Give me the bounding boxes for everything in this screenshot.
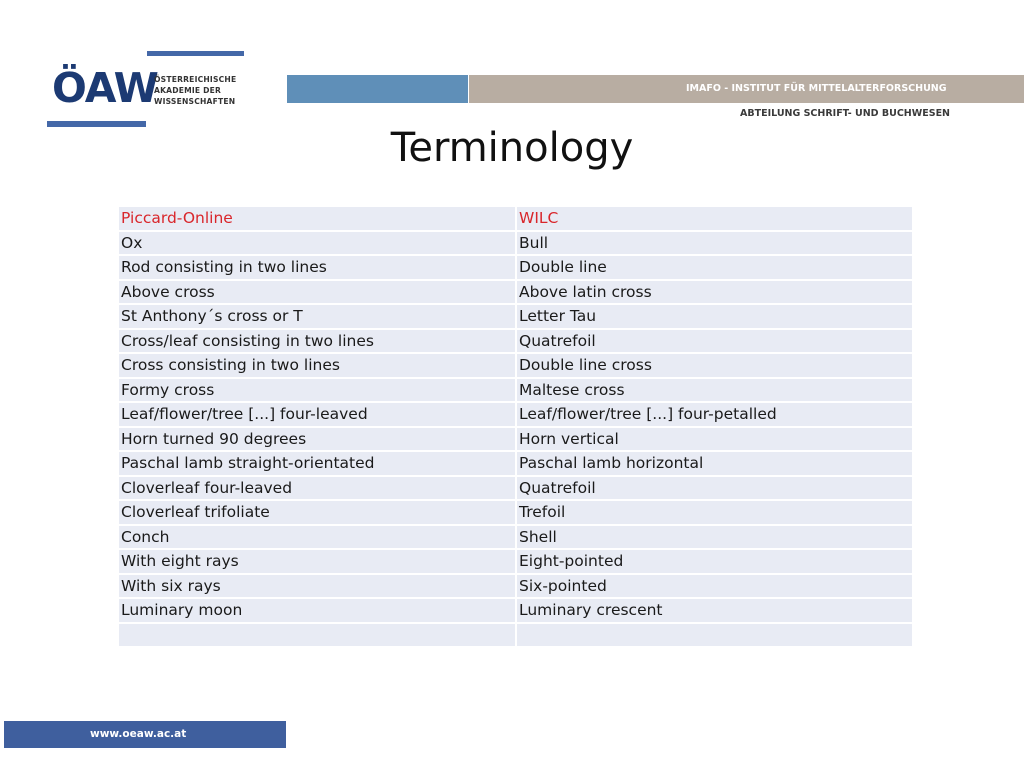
- cell-piccard-term: [118, 623, 516, 648]
- cell-piccard-term: Ox: [118, 231, 516, 256]
- table-row: [118, 402, 913, 427]
- cell-piccard-term: Paschal lamb straight-orientated: [118, 451, 516, 476]
- cell-piccard-term: Cloverleaf four-leaved: [118, 476, 516, 501]
- cell-wilc-term: Bull: [516, 231, 913, 256]
- cell-wilc-term: Letter Tau: [516, 304, 913, 329]
- cell-piccard-term: Formy cross: [118, 378, 516, 403]
- table-row: [118, 574, 913, 599]
- cell-piccard-term: With six rays: [118, 574, 516, 599]
- terminology-table: [117, 205, 914, 648]
- cell-piccard-term: Cloverleaf trifoliate: [118, 500, 516, 525]
- table-row: [118, 476, 913, 501]
- table-row: [118, 231, 913, 256]
- cell-wilc-term: Paschal lamb horizontal: [516, 451, 913, 476]
- banner-blue-segment: [287, 75, 468, 103]
- table-row: [118, 378, 913, 403]
- website-link[interactable]: www.oeaw.ac.at: [90, 728, 187, 740]
- cell-wilc-term: Maltese cross: [516, 378, 913, 403]
- oaw-logo: ÖAW: [52, 64, 158, 112]
- cell-wilc-term: Eight-pointed: [516, 549, 913, 574]
- table-row: [118, 427, 913, 452]
- cell-piccard-term: St Anthony´s cross or T: [118, 304, 516, 329]
- table-row: [118, 329, 913, 354]
- cell-piccard-term: Horn turned 90 degrees: [118, 427, 516, 452]
- academy-name: [154, 74, 264, 107]
- table-row: [118, 255, 913, 280]
- header-cell-wilc: WILC: [516, 206, 913, 231]
- cell-wilc-term: Double line: [516, 255, 913, 280]
- table-row: [118, 353, 913, 378]
- table-row: [118, 525, 913, 550]
- table-row: [118, 500, 913, 525]
- header-cell-piccard: Piccard-Online: [118, 206, 516, 231]
- slide-title: Terminology: [390, 125, 634, 171]
- table-header-row: [118, 206, 913, 231]
- institute-banner-text: IMAFO - INSTITUT FÜR MITTELALTERFORSCHUNG: [686, 83, 947, 94]
- table-row: [118, 304, 913, 329]
- logo-bar-top: [147, 51, 244, 56]
- cell-piccard-term: With eight rays: [118, 549, 516, 574]
- cell-wilc-term: [516, 623, 913, 648]
- academy-name-line-1: ÖSTERREICHISCHE: [154, 75, 237, 84]
- cell-piccard-term: Cross consisting in two lines: [118, 353, 516, 378]
- cell-piccard-term: Conch: [118, 525, 516, 550]
- department-subtitle: ABTEILUNG SCHRIFT- UND BUCHWESEN: [740, 108, 951, 119]
- cell-piccard-term: Cross/leaf consisting in two lines: [118, 329, 516, 354]
- cell-wilc-term: Above latin cross: [516, 280, 913, 305]
- cell-piccard-term: Luminary moon: [118, 598, 516, 623]
- cell-wilc-term: Double line cross: [516, 353, 913, 378]
- cell-wilc-term: Shell: [516, 525, 913, 550]
- table-row: [118, 623, 913, 648]
- cell-wilc-term: Leaf/flower/tree [...] four-petalled: [516, 402, 913, 427]
- table-row: [118, 280, 913, 305]
- cell-piccard-term: Above cross: [118, 280, 516, 305]
- cell-wilc-term: Quatrefoil: [516, 476, 913, 501]
- cell-piccard-term: Leaf/flower/tree [...] four-leaved: [118, 402, 516, 427]
- cell-wilc-term: Horn vertical: [516, 427, 913, 452]
- cell-wilc-term: Trefoil: [516, 500, 913, 525]
- table-row: [118, 549, 913, 574]
- academy-name-line-3: WISSENSCHAFTEN: [154, 97, 236, 106]
- table-row: [118, 598, 913, 623]
- cell-wilc-term: Luminary crescent: [516, 598, 913, 623]
- cell-wilc-term: Six-pointed: [516, 574, 913, 599]
- table-row: [118, 451, 913, 476]
- academy-name-line-2: AKADEMIE DER: [154, 86, 222, 95]
- cell-piccard-term: Rod consisting in two lines: [118, 255, 516, 280]
- cell-wilc-term: Quatrefoil: [516, 329, 913, 354]
